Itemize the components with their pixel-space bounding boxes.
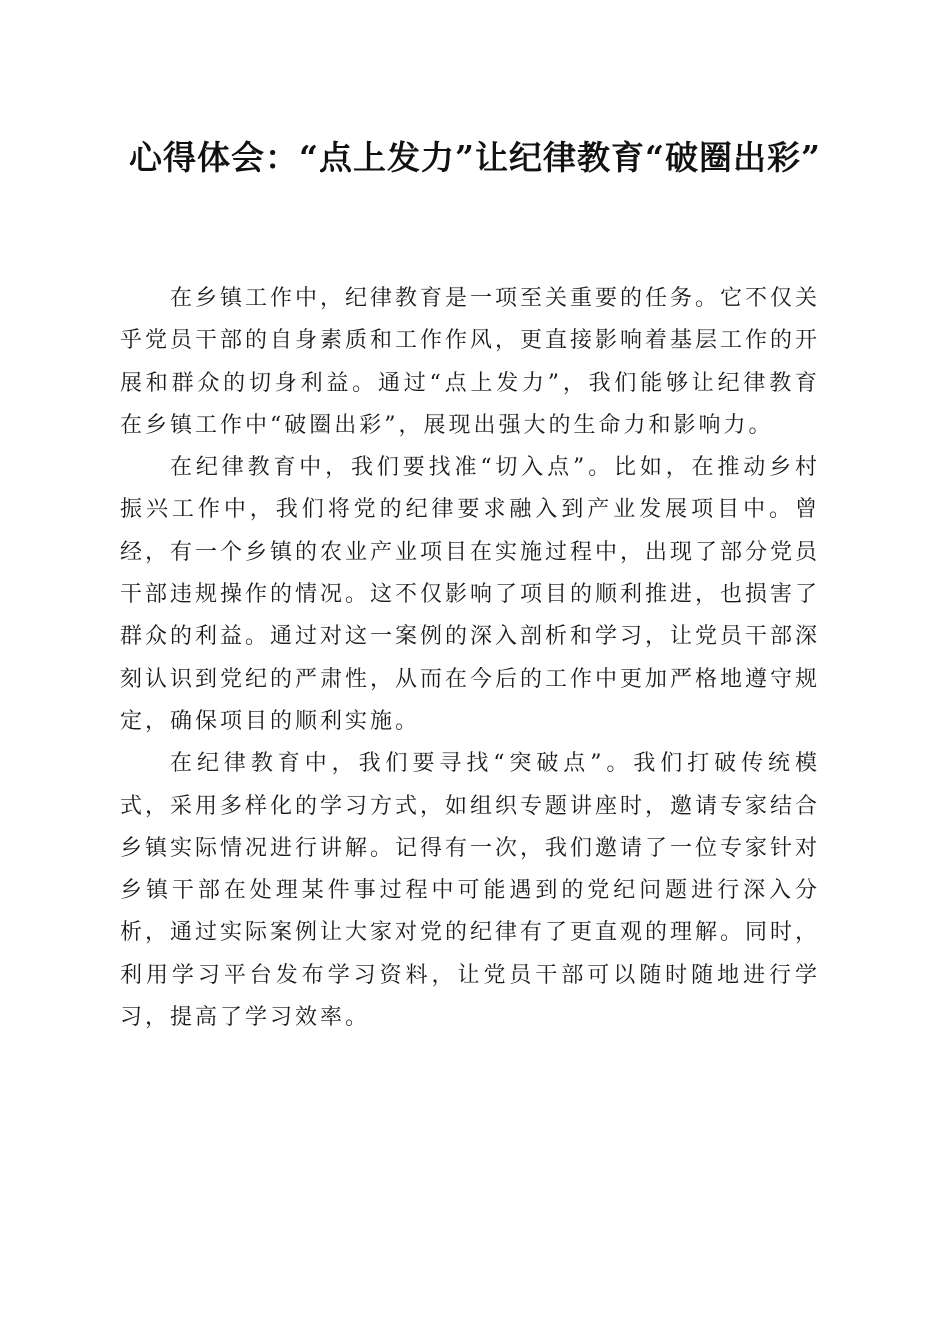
- paragraph-3: 在纪律教育中，我们要寻找“突破点”。我们打破传统模式，采用多样化的学习方式，如组织专题讲座时，邀请专家结合乡镇实际情况进行讲解。记得有一次，我们邀请了一位专家针对乡镇干部在处理某件事过程中可能遇到的党纪问题进行深入分析，通过实际案例让大家对党的纪律有了更直观的理解。同时，利用学习平台发布学习资料，让党员干部可以随时随地进行学习，提高了学习效率。: [120, 751, 821, 1031]
- document-title: 心得体会：“点上发力”让纪律教育“破圈出彩”: [129, 138, 821, 177]
- paragraph-2: 在纪律教育中，我们要找准“切入点”。比如，在推动乡村振兴工作中，我们将党的纪律要求融入到产业发展项目中。曾经，有一个乡镇的农业产业项目在实施过程中，出现了部分党员干部违规操作的情况。这不仅影响了项目的顺利推进，也损害了群众的利益。通过对这一案例的深入剖析和学习，让党员干部深刻认识到党纪的严肃性，从而在今后的工作中更加严格地遵守规定，确保项目的顺利实施。: [120, 455, 821, 734]
- paragraph-1: 在乡镇工作中，纪律教育是一项至关重要的任务。它不仅关乎党员干部的自身素质和工作作风，更直接影响着基层工作的开展和群众的切身利益。通过“点上发力”，我们能够让纪律教育在乡镇工作中“破圈出彩”，展现出强大的生命力和影响力。: [120, 286, 821, 438]
- document-body: [120, 278, 820, 1039]
